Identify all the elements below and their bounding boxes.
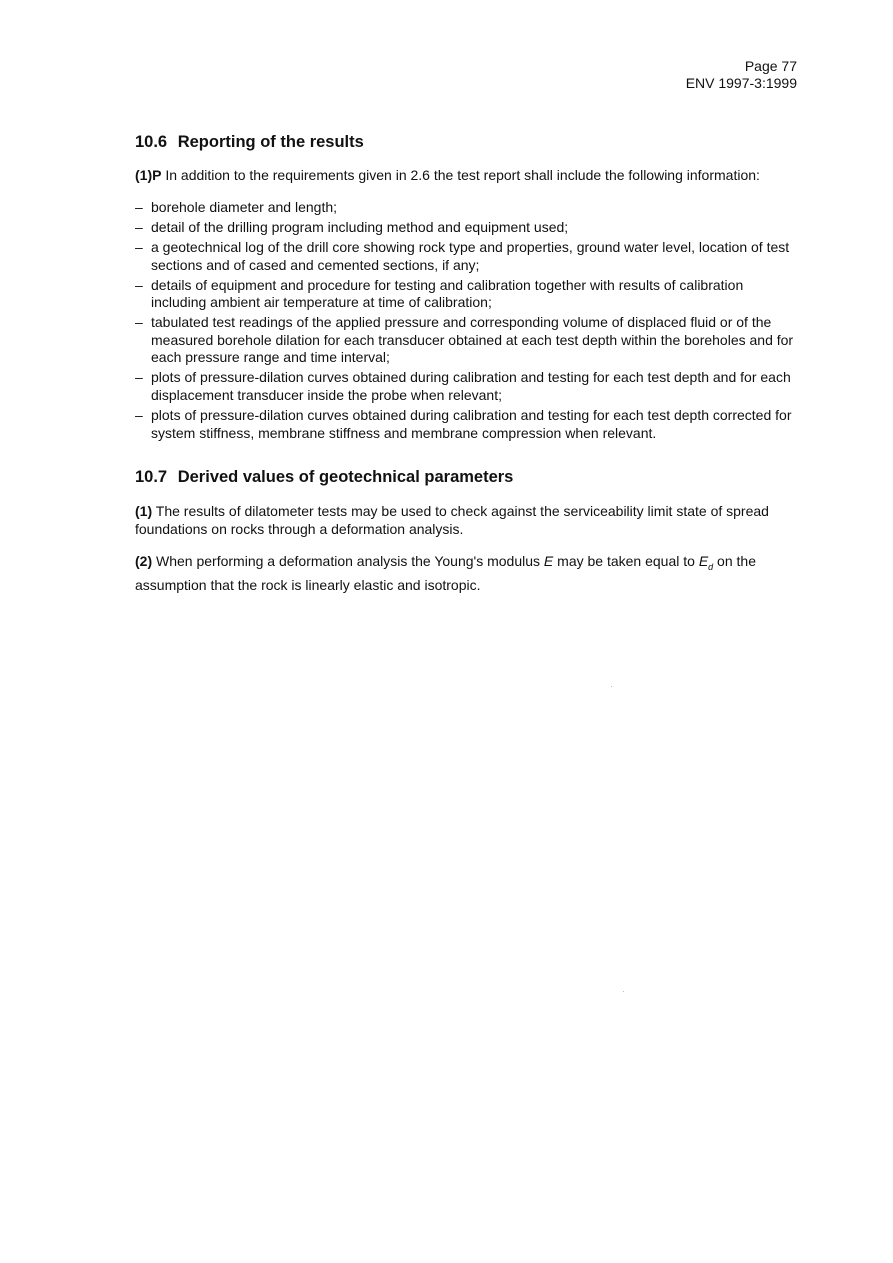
dash-bullet: – [135,239,143,256]
section-title: Derived values of geotechnical parameters [177,468,514,487]
clause-label: (2) [135,553,153,570]
list-item [135,407,799,442]
page-content [135,131,799,594]
section-heading-10-6 [135,131,799,153]
clause-10-7-1 [135,502,799,538]
clause-text: In addition to the requirements given in 2.6 the test report shall include the following information: [165,167,760,183]
clause-10-7-2 [135,552,799,594]
symbol-base: E [698,553,709,570]
dash-bullet: – [135,276,143,293]
list-item [135,239,799,274]
symbol-youngs-modulus: E [543,553,554,570]
clause-text-b: may be taken equal to [553,553,699,570]
dash-bullet: – [135,219,143,236]
symbol-subscript: d [708,561,714,572]
list-item-text: plots of pressure-dilation curves obtained during calibration and testing for each test depth corrected for system stiffness, membrane stiffness and membrane compression when relevant. [151,407,792,441]
clause-label: (1) [135,503,153,520]
dash-bullet: – [135,199,143,215]
section-title: Reporting of the results [177,133,364,151]
list-item-text: plots of pressure-dilation curves obtained during calibration and testing for each test depth and for each displacement transducer inside the probe when relevant; [151,369,791,403]
standard-reference: ENV 1997-3:1999 [685,75,797,91]
page-number: Page 77 [744,58,797,74]
dash-bullet: – [135,407,143,424]
list-item-text: details of equipment and procedure for testing and calibration together with results of calibration including ambient air temperature at time of calibration; [151,276,744,311]
list-item-text: borehole diameter and length; [151,199,338,215]
clause-10-6-1 [135,166,799,184]
dash-bullet: – [135,369,143,386]
scan-speck [623,991,624,992]
report-requirements-list [135,199,799,442]
page-header [686,58,797,92]
dash-bullet: – [135,314,143,331]
section-number: 10.6 [135,133,168,151]
list-item [135,219,799,237]
clause-label: (1)P [135,167,162,183]
clause-text: The results of dilatometer tests may be used to check against the serviceability limit state of spread foundations on rocks through a deformation analysis. [135,503,769,538]
list-item [135,314,799,367]
list-item-text: detail of the drilling program including method and equipment used; [151,219,569,236]
list-item-text: tabulated test readings of the applied pressure and corresponding volume of displaced fluid or of the measured borehole dilation for each transducer obtained at each test depth within the boreholes and for each pressure range and time interval; [151,314,794,366]
clause-text-c: on the assumption that the rock is linearly elastic and isotropic. [135,553,756,593]
clause-text-a: When performing a deformation analysis the Young's modulus [156,553,544,570]
section-number: 10.7 [135,468,168,487]
list-item [135,369,799,404]
list-item [135,199,799,217]
symbol-dilatometer-modulus [698,553,714,572]
list-item-text: a geotechnical log of the drill core showing rock type and properties, ground water level, location of test sections and of cased and cemented sections, if any; [151,239,790,273]
list-item [135,277,799,312]
scan-speck [611,686,612,687]
section-heading-10-7 [135,466,799,488]
